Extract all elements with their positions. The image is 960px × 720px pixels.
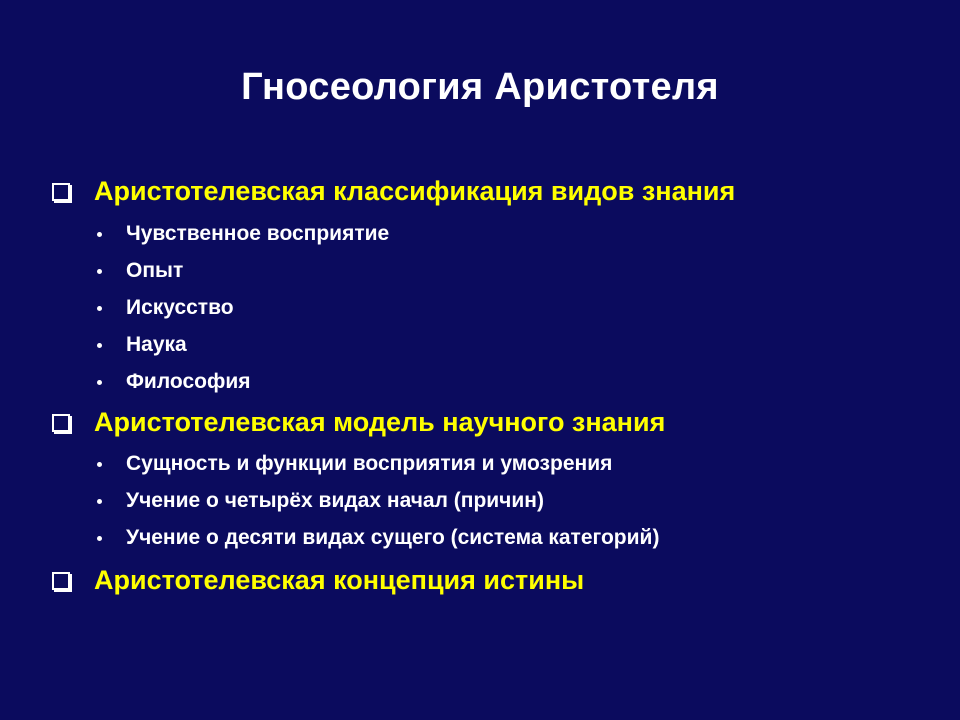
list-item-text: Чувственное восприятие [126, 222, 390, 245]
checkbox-icon [52, 414, 70, 432]
list-item-text: Учение о десяти видах сущего (система категорий) [126, 526, 660, 549]
section-heading-model [52, 407, 665, 438]
bullet-icon [97, 343, 102, 348]
list-item [97, 370, 251, 394]
section-heading-classification [52, 176, 735, 207]
list-item [97, 333, 187, 357]
list-item [97, 296, 234, 320]
checkbox-icon [52, 572, 70, 590]
list-item-text: Наука [126, 333, 187, 356]
list-item [97, 222, 389, 246]
bullet-icon [97, 269, 102, 274]
list-item-text: Учение о четырёх видах начал (причин) [126, 489, 544, 512]
slide-title: Гносеология Аристотеля [241, 66, 719, 108]
bullet-icon [97, 306, 102, 311]
list-item-text: Искусство [126, 296, 234, 319]
list-item [97, 489, 544, 513]
bullet-icon [97, 462, 102, 467]
bullet-icon [97, 499, 102, 504]
list-item-text: Сущность и функции восприятия и умозрения [126, 452, 613, 475]
list-item [97, 452, 612, 476]
bullet-icon [97, 232, 102, 237]
section-heading-text: Аристотелевская классификация видов знания [94, 176, 736, 206]
bullet-icon [97, 380, 102, 385]
list-item [97, 526, 659, 550]
checkbox-icon [52, 183, 70, 201]
list-item [97, 259, 183, 283]
section-heading-text: Аристотелевская модель научного знания [94, 407, 666, 437]
list-item-text: Опыт [126, 259, 184, 282]
bullet-icon [97, 536, 102, 541]
section-heading-truth [52, 565, 584, 596]
section-heading-text: Аристотелевская концепция истины [94, 565, 585, 595]
list-item-text: Философия [126, 370, 251, 393]
